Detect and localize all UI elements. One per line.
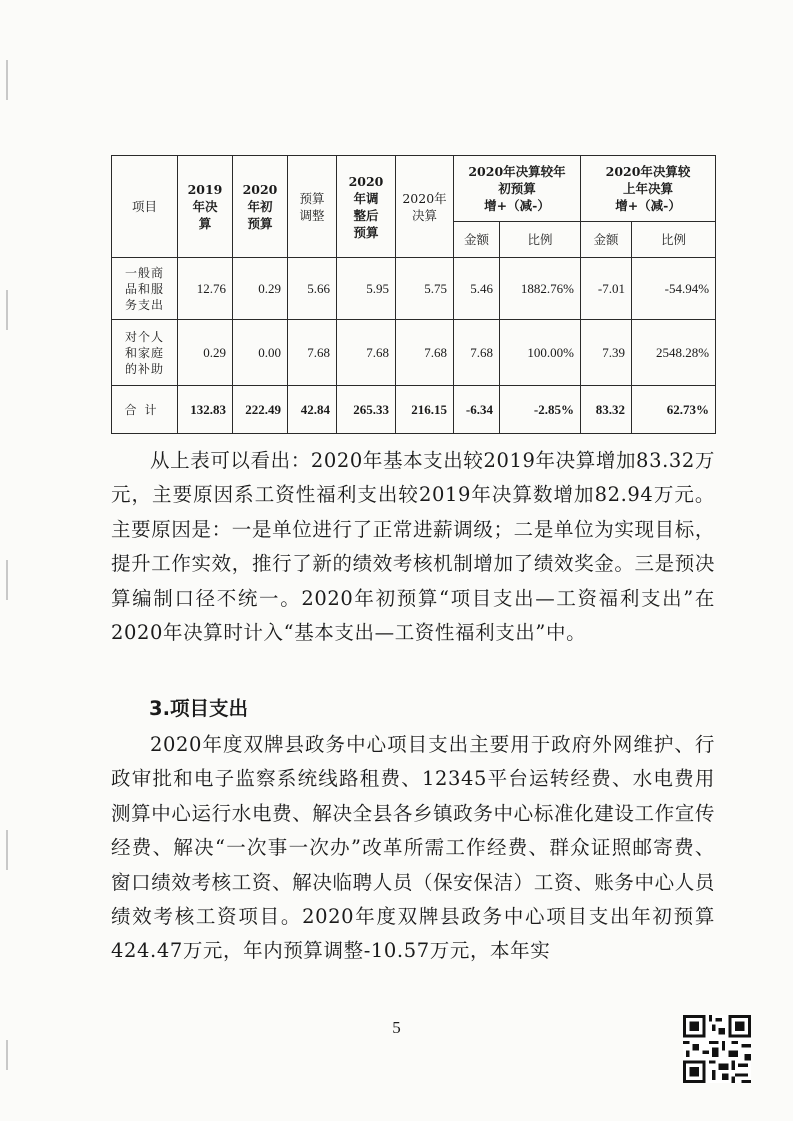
table-row: [112, 320, 716, 386]
header-group-vs-lastyear: 2020年决算较 上年决算 增+（减-）: [581, 156, 716, 222]
binding-margin-mark: [6, 560, 8, 600]
section-heading: 3.项目支出: [149, 697, 248, 720]
binding-margin-mark: [6, 830, 8, 870]
header-adjusted-budget: 2020 年调 整后 预算: [337, 156, 396, 258]
header-budget-adjustment: 预算 调整: [288, 156, 337, 258]
cell-yoy-ratio: -54.94%: [632, 258, 716, 320]
cell-2020-final: 7.68: [396, 320, 454, 386]
header-2020-initial-budget: 2020 年初 预算: [233, 156, 288, 258]
cell-2020-initial: 222.49: [233, 386, 288, 434]
cell-2020-final: 5.75: [396, 258, 454, 320]
cell-yoy-ratio: 2548.28%: [632, 320, 716, 386]
expenditure-table-container: [111, 155, 715, 433]
cell-adjusted: 7.68: [337, 320, 396, 386]
cell-adjusted: 5.95: [337, 258, 396, 320]
page-number: 5: [392, 1018, 401, 1037]
table-row: [112, 258, 716, 320]
project-expenditure-paragraph: 2020年度双牌县政务中心项目支出主要用于政府外网维护、行政审批和电子监察系统线路租费、12345平台运转经费、水电费用测算中心运行水电费、解决全县各乡镇政务中心标准化建设工作宣传经费、解决“一次事一次办”改革所需工作经费、群众证照邮寄费、窗口绩效考核工资、解决临聘人员（保安保洁）工资、账务中心人员绩效考核工资项目。2020年度双牌县政务中心项目支出年初预算424.47万元，年内预算调整-10.57万元，本年实: [111, 733, 715, 963]
cell-2019: 12.76: [178, 258, 233, 320]
cell-yoy-amount: 7.39: [581, 320, 632, 386]
cell-diff-ratio: -2.85%: [500, 386, 581, 434]
cell-2019: 0.29: [178, 320, 233, 386]
cell-adjust: 5.66: [288, 258, 337, 320]
row-name: 对个人 和家庭 的补助: [112, 320, 178, 386]
cell-yoy-amount: 83.32: [581, 386, 632, 434]
header-ratio: 比例: [500, 222, 581, 258]
header-group-vs-initial: 2020年决算较年 初预算 增+（减-）: [454, 156, 581, 222]
header-ratio: 比例: [632, 222, 716, 258]
binding-margin-mark: [6, 1040, 8, 1070]
row-name: 合计: [112, 386, 178, 434]
cell-2020-final: 216.15: [396, 386, 454, 434]
analysis-paragraph: 从上表可以看出：2020年基本支出较2019年决算增加83.32万元，主要原因系工资性福利支出较2019年决算数增加82.94万元。主要原因是：一是单位进行了正常进薪调级；二是单位为实现目标，提升工作实效，推行了新的绩效考核机制增加了绩效奖金。三是预决算编制口径不统一。2020年初预算“项目支出—工资福利支出”在2020年决算时计入“基本支出—工资性福利支出”中。: [111, 449, 715, 645]
cell-yoy-ratio: 62.73%: [632, 386, 716, 434]
header-2019-final: 2019 年决 算: [178, 156, 233, 258]
binding-margin-mark: [6, 290, 8, 330]
header-amount: 金额: [581, 222, 632, 258]
binding-margin-mark: [6, 60, 8, 100]
row-name: 一般商 品和服 务支出: [112, 258, 178, 320]
table-row-total: [112, 386, 716, 434]
cell-2019: 132.83: [178, 386, 233, 434]
cell-diff-ratio: 100.00%: [500, 320, 581, 386]
cell-diff-ratio: 1882.76%: [500, 258, 581, 320]
cell-yoy-amount: -7.01: [581, 258, 632, 320]
expenditure-table: [111, 155, 716, 434]
cell-adjust: 7.68: [288, 320, 337, 386]
cell-diff-amount: -6.34: [454, 386, 500, 434]
cell-diff-amount: 7.68: [454, 320, 500, 386]
cell-diff-amount: 5.46: [454, 258, 500, 320]
cell-adjusted: 265.33: [337, 386, 396, 434]
cell-2020-initial: 0.00: [233, 320, 288, 386]
cell-adjust: 42.84: [288, 386, 337, 434]
header-amount: 金额: [454, 222, 500, 258]
qr-code-icon: [683, 1015, 751, 1083]
header-item: 项目: [112, 156, 178, 258]
header-2020-final: 2020年 决算: [396, 156, 454, 258]
cell-2020-initial: 0.29: [233, 258, 288, 320]
